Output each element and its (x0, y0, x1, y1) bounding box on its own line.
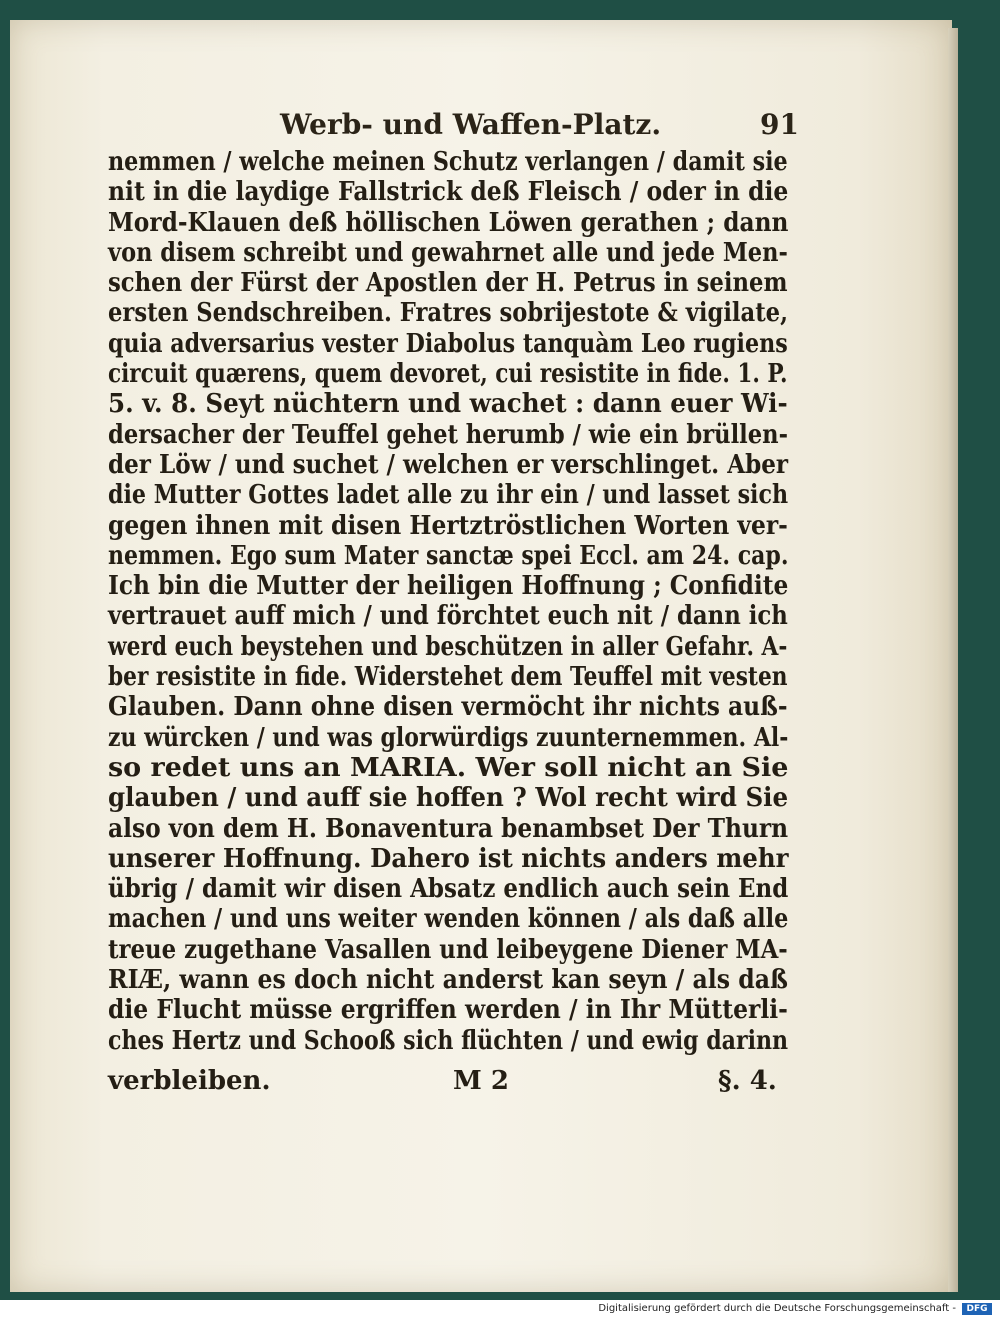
text-line: 5. v. 8. Seyt nüchtern und wachet : dann euer Wi- (108, 389, 788, 420)
text-line: glauben / und auff sie hoffen ? Wol recht wird Sie (108, 783, 789, 814)
text-line: von disem schreibt und gewahrnet alle und jede Men- (108, 237, 788, 268)
body-text (108, 147, 788, 1056)
page-number: 91 (760, 108, 799, 141)
text-line: ches Hertz und Schooß sich flüchten / und ewig darinn (108, 1025, 789, 1056)
text-line: nit in die laydige Fallstrick deß Fleisch / oder in die (108, 177, 789, 208)
credit-bar (0, 1300, 1000, 1319)
text-line: Ich bin die Mutter der heiligen Hoffnung ; Confidite (108, 571, 789, 602)
text-line: also von dem H. Bonaventura benambset Der Thurn (108, 813, 789, 844)
text-line: gegen ihnen mit disen Hertztröstlichen Worten ver- (108, 510, 788, 541)
text-line: vertrauet auff mich / und förchtet euch nit / dann ich (108, 601, 788, 632)
text-line: nemmen. Ego sum Mater sanctæ spei Eccl. am 24. cap. (108, 540, 789, 571)
dfg-logo: DFG (962, 1303, 992, 1315)
text-line: RIÆ, wann es doch nicht anderst kan seyn / als daß (108, 965, 788, 996)
text-line: die Flucht müsse ergriffen werden / in Ihr Mütterli- (108, 995, 788, 1026)
text-line: der Löw / und suchet / welchen er verschlinget. Aber (108, 449, 789, 480)
text-line: treue zugethane Vasallen und leibeygene Diener MA- (108, 934, 788, 965)
text-line: ber resistite in fide. Widerstehet dem Teuffel mit vesten (108, 662, 788, 693)
text-line: Mord-Klauen deß höllischen Löwen gerathen ; dann (108, 207, 789, 238)
page-edge (948, 28, 958, 1292)
page-footer (108, 1066, 798, 1098)
last-word: verbleiben. (108, 1066, 271, 1096)
text-line: Glauben. Dann ohne disen vermöcht ihr nichts auß- (108, 692, 788, 723)
text-line: machen / und uns weiter wenden können / als daß alle (108, 904, 789, 935)
text-line: schen der Fürst der Apostlen der H. Petrus in seinem (108, 268, 788, 299)
text-line: circuit quærens, quem devoret, cui resistite in fide. 1. P. (108, 359, 788, 390)
text-line: werd euch beystehen und beschützen in aller Gefahr. A- (108, 631, 788, 662)
page-header (280, 108, 800, 144)
credit-text: Digitalisierung gefördert durch die Deutsche Forschungsgemeinschaft - (598, 1303, 956, 1314)
text-line: quia adversarius vester Diabolus tanquàm Leo rugiens (108, 328, 788, 359)
text-line: übrig / damit wir disen Absatz endlich auch sein End (108, 874, 789, 905)
catchword: §. 4. (718, 1066, 777, 1096)
text-line: zu würcken / und was glorwürdigs zuunternemmen. Al- (108, 722, 789, 753)
running-head: Werb- und Waffen-Platz. (280, 108, 662, 141)
text-line: unserer Hoffnung. Dahero ist nichts anders mehr (108, 843, 789, 874)
text-line: so redet uns an MARIA. Wer soll nicht an Sie (108, 752, 789, 783)
text-line: ersten Sendschreiben. Fratres sobrijestote & vigilate, (108, 298, 788, 329)
signature-mark: M 2 (453, 1066, 509, 1096)
text-line: die Mutter Gottes ladet alle zu ihr ein / und lasset sich (108, 480, 789, 511)
text-line: nemmen / welche meinen Schutz verlangen / damit sie (108, 147, 788, 177)
text-line: dersacher der Teuffel gehet herumb / wie ein brüllen- (108, 419, 788, 450)
